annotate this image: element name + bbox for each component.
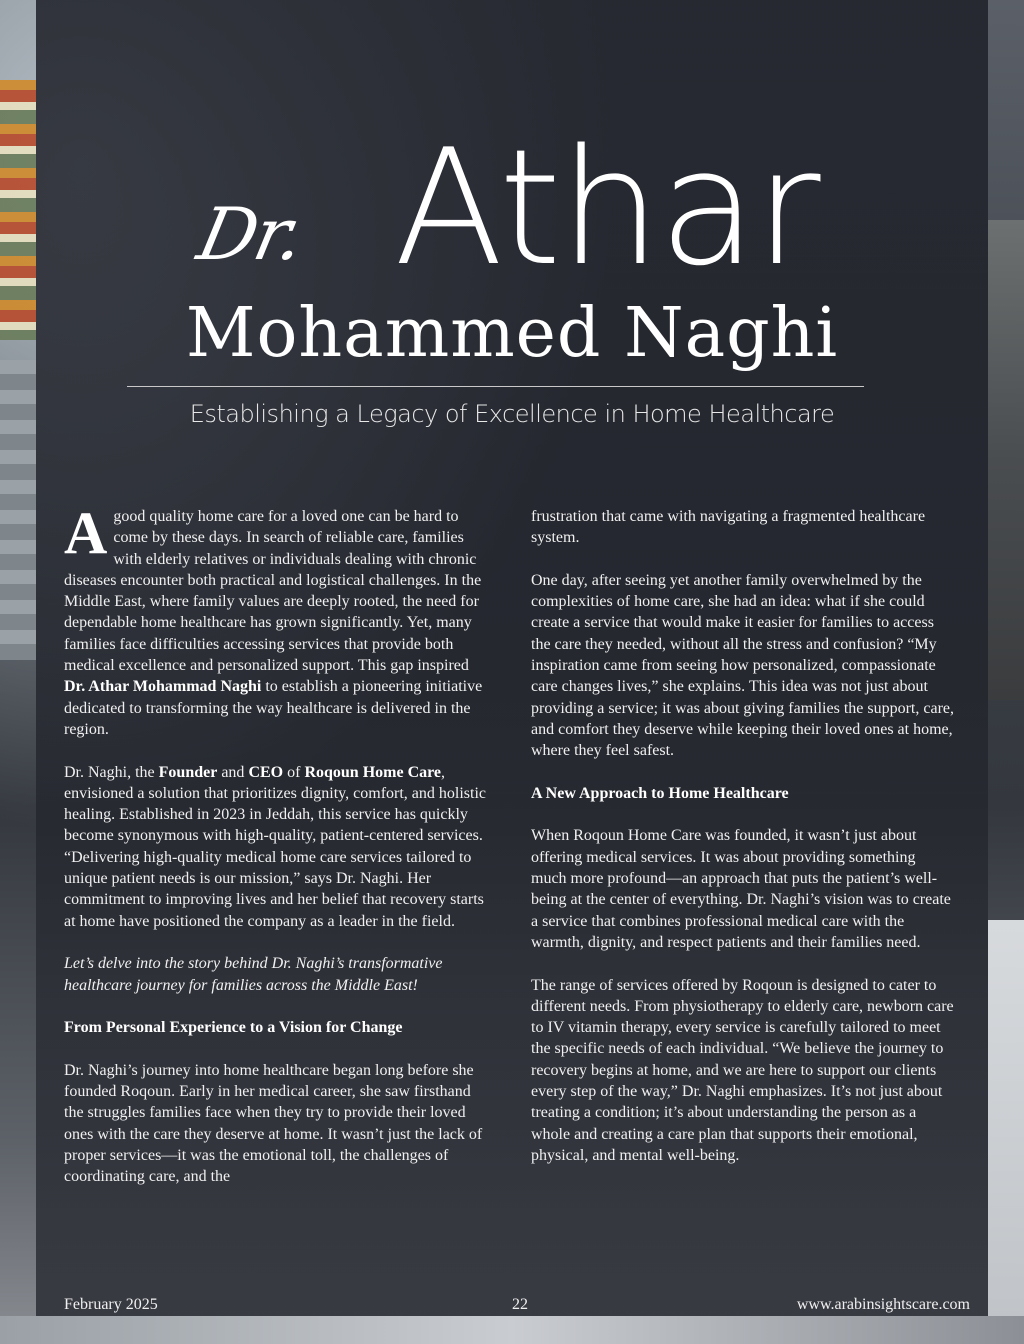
title-divider <box>127 386 864 387</box>
services-paragraph: The range of services offered by Roqoun is designed to cater to different needs. From physiotherapy to elderly care, newborn care to IV vitamin therapy, every service is carefully tailored to meet the specific needs of each individual. “We believe the journey to recovery begins at home, and we are here to support our clients every step of the way,” Dr. Naghi emphasizes. It’s not just about treating a condition; it’s about understanding the person as a whole and creating a care plan that supports their emotional, physical, and mental well-being. <box>531 976 954 1164</box>
italic-paragraph <box>64 953 488 996</box>
continued-paragraph: frustration that came with navigating a fragmented healthcare system. <box>531 508 926 547</box>
founder-text-e: of <box>283 763 305 781</box>
title-prefix: Dr. <box>191 192 311 276</box>
journey-paragraph: Dr. Naghi’s journey into home healthcare began long before she founded Roqoun. Early in her medical career, she saw firsthand the struggles families face when they try to provide their loved ones with the care they deserve at home. It wasn’t just the lack of proper services—it was the emotional toll, the challenges of coordinating care, and the <box>64 1061 483 1186</box>
approach-paragraph: When Roqoun Home Care was founded, it wasn’t just about offering medical services. It was about providing something much more profound—an approach that puts the patient’s well-being at the center of everything. Dr. Naghi’s vision was to create a service that combines professional medical care with the warmth, dignity, and respect patients and their families need. <box>531 827 951 951</box>
background-bottom <box>0 1316 1024 1344</box>
footer-website[interactable]: www.arabinsightscare.com <box>796 1296 970 1313</box>
title-full-name: Mohammed Naghi <box>185 294 839 373</box>
right-column <box>531 506 955 1166</box>
intro-name: Dr. Athar Mohammad Naghi <box>64 678 262 696</box>
intro-paragraph <box>64 500 488 740</box>
company-name: Roqoun Home Care <box>304 763 442 781</box>
intro-text-c: to establish a pioneering initiative dedicated to transforming the way healthcare is delivered in the region. <box>64 678 483 738</box>
drop-cap: A <box>64 500 108 566</box>
section-heading-right-text: A New Approach to Home Healthcare <box>531 784 789 802</box>
background-plant <box>988 220 1024 700</box>
section-heading-text: From Personal Experience to a Vision for Change <box>64 1019 403 1037</box>
background-desk <box>988 920 1024 1340</box>
section-heading-left <box>64 1017 488 1038</box>
article-subtitle: Establishing a Legacy of Excellence in Home Healthcare <box>189 400 835 428</box>
title-first-name: Athar <box>394 114 819 301</box>
founder-text-c: and <box>217 763 249 781</box>
inspiration-paragraph: One day, after seeing yet another family overwhelmed by the complexities of home care, she had an idea: what if she could create a service that would make it easier for families to access the care they needed, without all the stress and confusion? “My inspiration came from seeing how personalized, compassionate care changes lives,” she explains. This idea was not just about providing a service; it was about giving families the support, care, and comfort they deserve while keeping their loved ones at home, where they feel safest. <box>531 571 954 760</box>
section-heading-right <box>531 783 955 804</box>
founder-text-g: , envisioned a solution that prioritizes dignity, comfort, and holistic healing. Established in 2023 in Jeddah, this service has quickly become synonymous with high-quality, patient-centered services. “Delivering high-quality medical home care services tailored to unique patient needs is our mission,” says Dr. Naghi. Her commitment to improving lives and her belief that recovery starts at home have positioned the company as a leader in the field. <box>64 763 486 930</box>
intro-text-a: good quality home care for a loved one can be hard to come by these days. In search of reliable care, families with elderly relatives or individuals dealing with chronic diseases encounter both practical and logistical challenges. In the Middle East, where family values are deeply rooted, the need for dependable home healthcare has grown significantly. Yet, many families face difficulties accessing services that provide both medical excellence and personalized support. This gap inspired <box>64 508 482 675</box>
founder-paragraph <box>64 762 488 932</box>
ceo-role: CEO <box>248 763 284 781</box>
left-column <box>64 500 488 1188</box>
footer-date: February 2025 <box>64 1296 158 1313</box>
footer-page-number: 22 <box>512 1296 528 1313</box>
italic-text: Let’s delve into the story behind Dr. Naghi’s transformative healthcare journey for families across the Middle East! <box>64 955 443 994</box>
founder-text-a: Dr. Naghi, the <box>64 763 159 781</box>
founder-role: Founder <box>158 763 218 781</box>
